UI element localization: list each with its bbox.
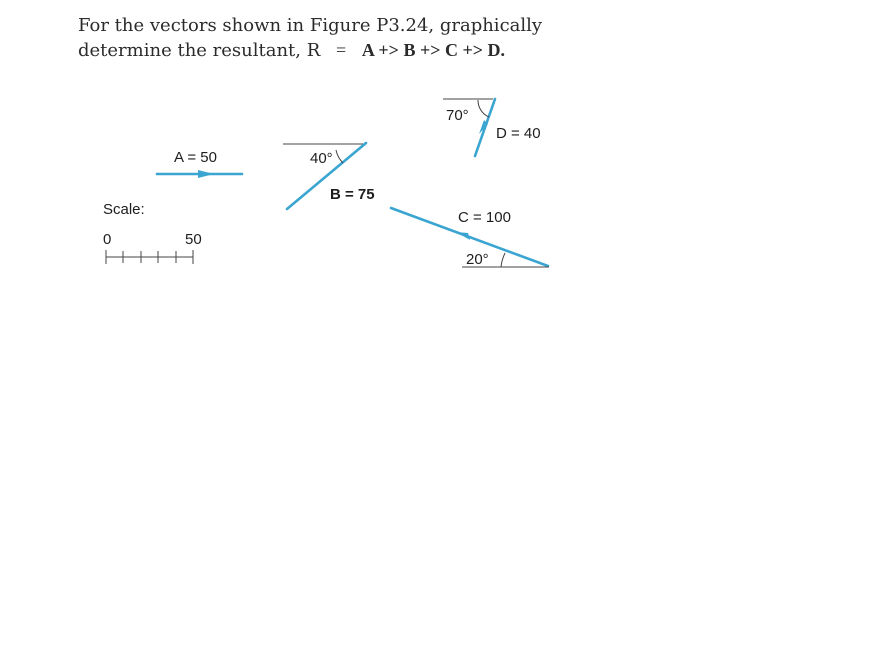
vector-c-angle-label: 20° — [466, 251, 489, 268]
scale-title: Scale: — [103, 201, 145, 218]
vector-sum-expression: A +> B +> C +> D. — [361, 40, 505, 60]
vector-c-angle-arc — [501, 253, 505, 267]
vector-b-angle-label: 40° — [310, 150, 333, 167]
vector-b-angle-arc — [336, 150, 343, 163]
vector-d-label: D = 40 — [496, 125, 541, 142]
vector-c-arrowhead — [456, 232, 470, 240]
vector-d-angle-arc — [478, 100, 489, 117]
problem-line-2-prefix: determine the resultant, R — [78, 40, 321, 61]
vector-a-label: A = 50 — [174, 149, 217, 166]
vector-b-label: B = 75 — [330, 186, 375, 203]
scale-end-label: 50 — [185, 231, 202, 248]
scale-start-label: 0 — [103, 231, 112, 248]
scale-bar — [106, 250, 193, 264]
vector-c-label: C = 100 — [458, 209, 511, 226]
equals-sign: = — [336, 40, 347, 60]
vector-a-arrowhead — [198, 170, 214, 178]
problem-line-1: For the vectors shown in Figure P3.24, graphically — [78, 15, 543, 36]
vector-d-angle-label: 70° — [446, 107, 469, 124]
vector-d-line — [475, 99, 495, 156]
